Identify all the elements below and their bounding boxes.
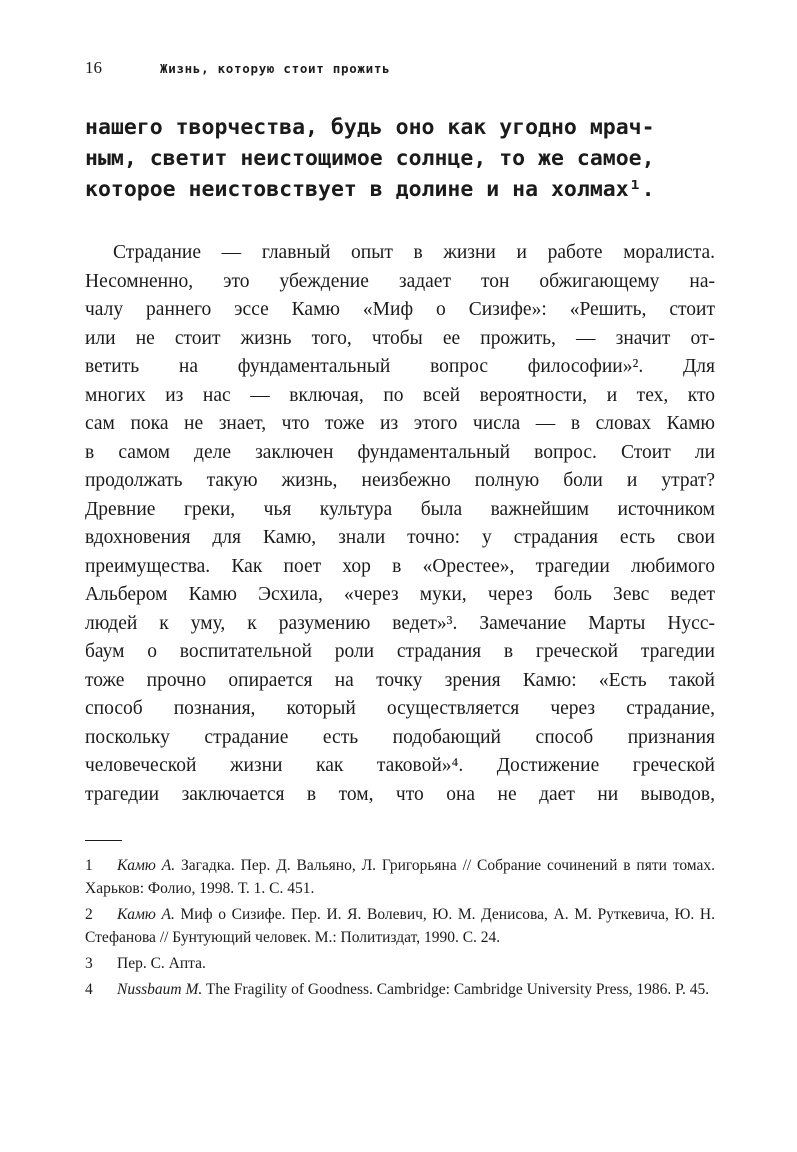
quote-line: ным, светит неистощимое солнце, то же самое, <box>85 146 655 171</box>
footnote-author: Nussbaum M. <box>117 981 203 998</box>
body-line: Древние греки, чья культура была важнейшим источником <box>85 498 715 520</box>
body-line: людей к уму, к разумению ведет»³. Замечание Марты Нусс- <box>85 612 715 634</box>
body-line: сам пока не знает, что тоже из этого числа — в словах Камю <box>85 413 715 434</box>
footnote <box>85 903 715 949</box>
footnote-number: 4 <box>85 981 93 998</box>
body-line: трагедии заключается в том, что она не дает ни выводов, <box>85 783 715 805</box>
quote-block <box>85 112 715 205</box>
quote-line: которое неистовствует в долине и на холмах¹. <box>85 177 655 202</box>
footnote-text: The Fragility of Goodness. Cambridge: Cambridge University Press, 1986. P. 45. <box>205 981 710 998</box>
body-line: многих из нас — включая, по всей вероятности, и тех, кто <box>85 384 715 406</box>
footnote-number: 2 <box>85 906 93 923</box>
footnote-text: Пер. С. Апта. <box>117 955 206 972</box>
body-paragraph <box>85 239 715 809</box>
body-line: в самом деле заключен фундаментальный вопрос. Стоит ли <box>85 441 715 463</box>
footnote <box>85 978 715 1001</box>
page-header <box>85 58 715 78</box>
footnote <box>85 854 715 900</box>
footnotes-section <box>85 854 715 1001</box>
body-line: способ познания, который осуществляется через страдание, <box>85 698 715 719</box>
body-line: Страдание — главный опыт в жизни и работе моралиста. <box>113 242 715 263</box>
body-line: вдохновения для Камю, знали точно: у страдания есть свои <box>85 527 715 548</box>
body-line: человеческой жизни как таковой»⁴. Достижение греческой <box>85 755 715 776</box>
body-line: ветить на фундаментальный вопрос философии»². Для <box>85 356 715 377</box>
body-line: продолжать такую жизнь, неизбежно полную боли и утрат? <box>85 470 715 491</box>
body-line: тоже прочно опирается на точку зрения Камю: «Есть такой <box>85 669 715 691</box>
footnote-number: 3 <box>85 955 93 972</box>
body-line: поскольку страдание есть подобающий способ признания <box>85 726 715 748</box>
footnote-author: Камю А. <box>117 857 176 874</box>
footnote <box>85 952 715 975</box>
page-number: 16 <box>85 58 102 77</box>
footnote-text: Миф о Сизифе. Пер. И. Я. Волевич, Ю. М. Денисова, А. М. Руткевича, Ю. Н. Стефанова // Бунтующий человек. М.: Политиздат, 1990. С. 24. <box>85 906 715 946</box>
quote-line: нашего творчества, будь оно как угодно мрач- <box>85 115 655 140</box>
body-line: Альбером Камю Эсхила, «через муки, через боль Зевс ведет <box>85 584 715 605</box>
body-line: преимущества. Как поет хор в «Орестее», трагедии любимого <box>85 555 715 577</box>
footnote-number: 1 <box>85 857 93 874</box>
body-line: баум о воспитательной роли страдания в греческой трагедии <box>85 641 715 662</box>
footnote-author: Камю А. <box>117 906 175 923</box>
footnote-text: Загадка. Пер. Д. Вальяно, Л. Григорьяна // Собрание сочинений в пяти томах. Харьков: Фолио, 1998. Т. 1. С. 451. <box>85 857 716 897</box>
footnote-divider <box>85 840 122 841</box>
body-line: Несомненно, это убеждение задает тон обжигающему на- <box>85 270 715 292</box>
body-line: или не стоит жизнь того, чтобы ее прожить, — значит от- <box>85 327 715 349</box>
running-head: Жизнь, которую стоит прожить <box>160 61 391 76</box>
body-line: чалу раннего эссе Камю «Миф о Сизифе»: «Решить, стоит <box>85 299 715 320</box>
